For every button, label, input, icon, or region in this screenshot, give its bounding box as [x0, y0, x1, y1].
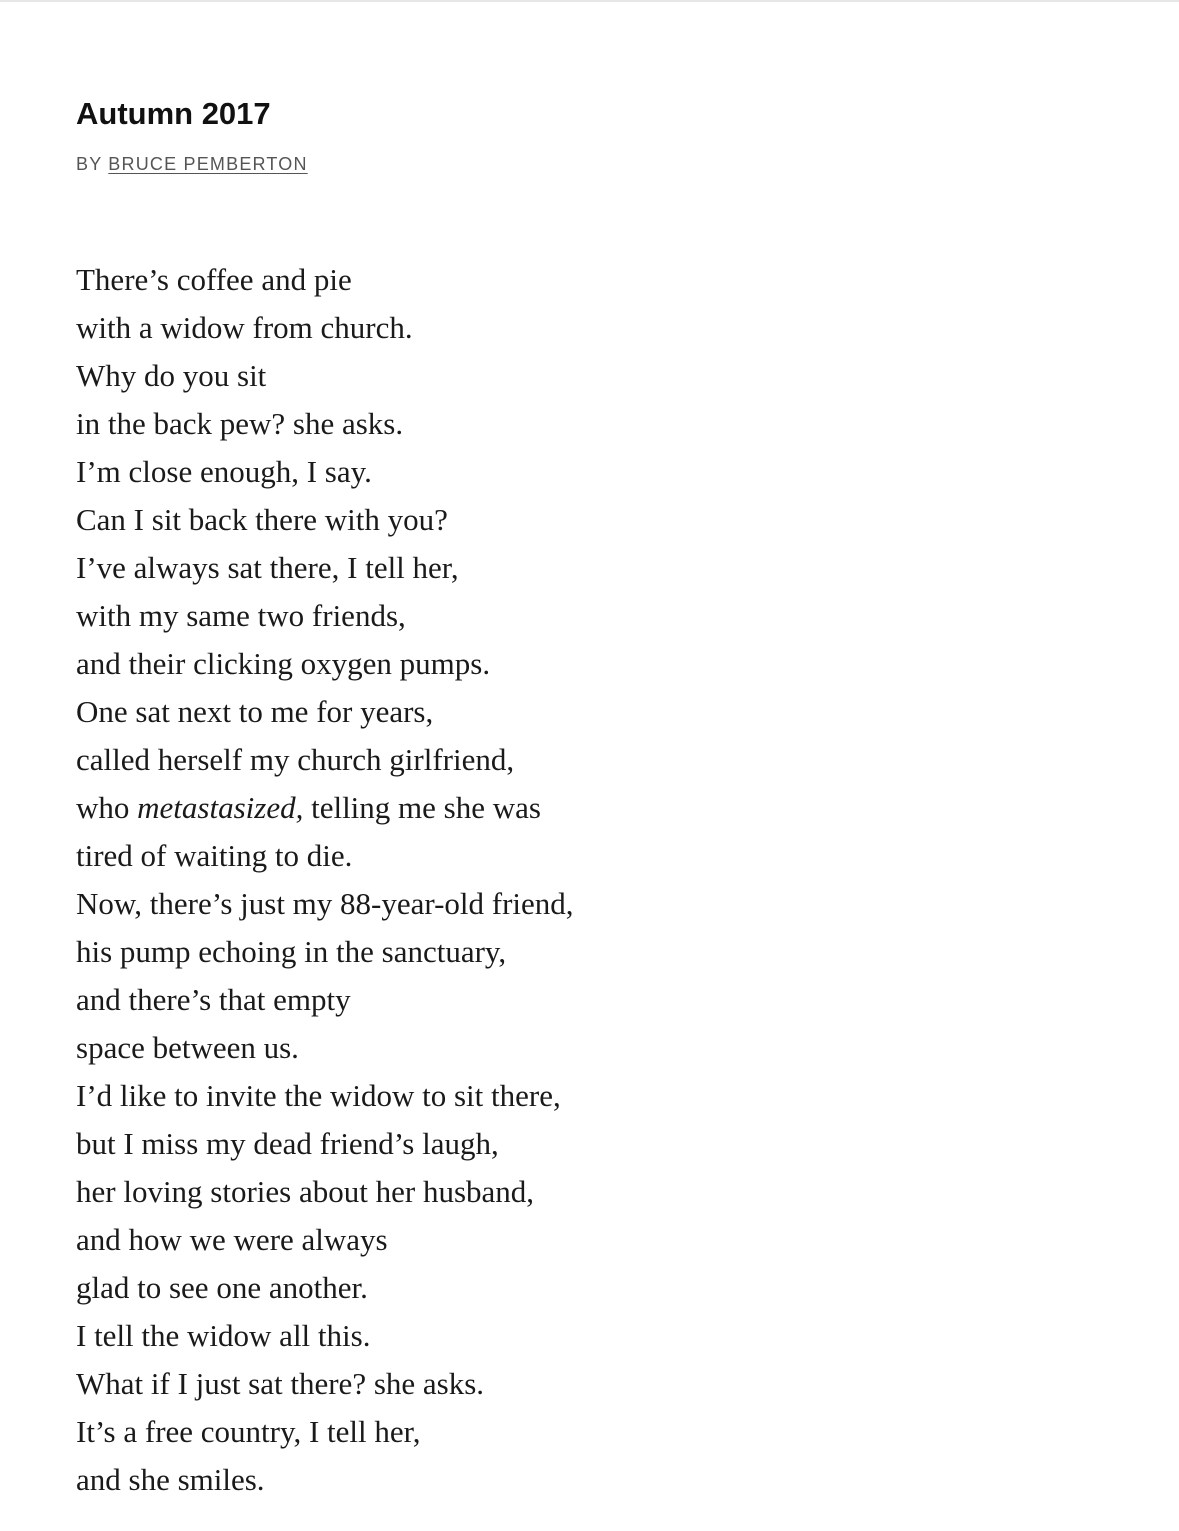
poem-line: her loving stories about her husband,	[76, 1174, 535, 1209]
top-divider	[0, 0, 1179, 2]
poem-line: Why do you sit	[76, 358, 267, 393]
poem-line: and their clicking oxygen pumps.	[76, 646, 491, 681]
poem-line: but I miss my dead friend’s laugh,	[76, 1126, 499, 1161]
poem-body	[76, 256, 574, 1504]
poem-line: glad to see one another.	[76, 1270, 368, 1305]
poem-line: There’s coffee and pie	[76, 262, 352, 297]
poem-line: I’d like to invite the widow to sit there,	[76, 1078, 561, 1113]
line-text: who	[76, 790, 138, 825]
poem-line: called herself my church girlfriend,	[76, 742, 515, 777]
poem-line: I tell the widow all this.	[76, 1318, 371, 1353]
poem-line: I’m close enough, I say.	[76, 454, 372, 489]
poem-line: tired of waiting to die.	[76, 838, 353, 873]
poem-line: I’ve always sat there, I tell her,	[76, 550, 459, 585]
poem-line: What if I just sat there? she asks.	[76, 1366, 485, 1401]
poem-line: with a widow from church.	[76, 310, 413, 345]
line-text: telling me she was	[303, 790, 541, 825]
poem-line: his pump echoing in the sanctuary,	[76, 934, 507, 969]
poem-line: and how we were always	[76, 1222, 388, 1257]
poem-line: and there’s that empty	[76, 982, 351, 1017]
poem-line: Now, there’s just my 88-year-old friend,	[76, 886, 574, 921]
poem-line-mixed	[76, 784, 574, 832]
poem-line: It’s a free country, I tell her,	[76, 1414, 421, 1449]
poem-line: space between us.	[76, 1030, 299, 1065]
poem-title: Autumn 2017	[76, 96, 271, 131]
poem-line: and she smiles.	[76, 1462, 265, 1497]
italic-word: metastasized,	[137, 790, 304, 825]
author-link[interactable]: BRUCE PEMBERTON	[108, 154, 308, 174]
byline-prefix: BY	[76, 154, 109, 174]
poem-line: Can I sit back there with you?	[76, 502, 448, 537]
poem-line: One sat next to me for years,	[76, 694, 434, 729]
poem-line: with my same two friends,	[76, 598, 406, 633]
byline	[76, 151, 308, 177]
poem-line: in the back pew? she asks.	[76, 406, 404, 441]
